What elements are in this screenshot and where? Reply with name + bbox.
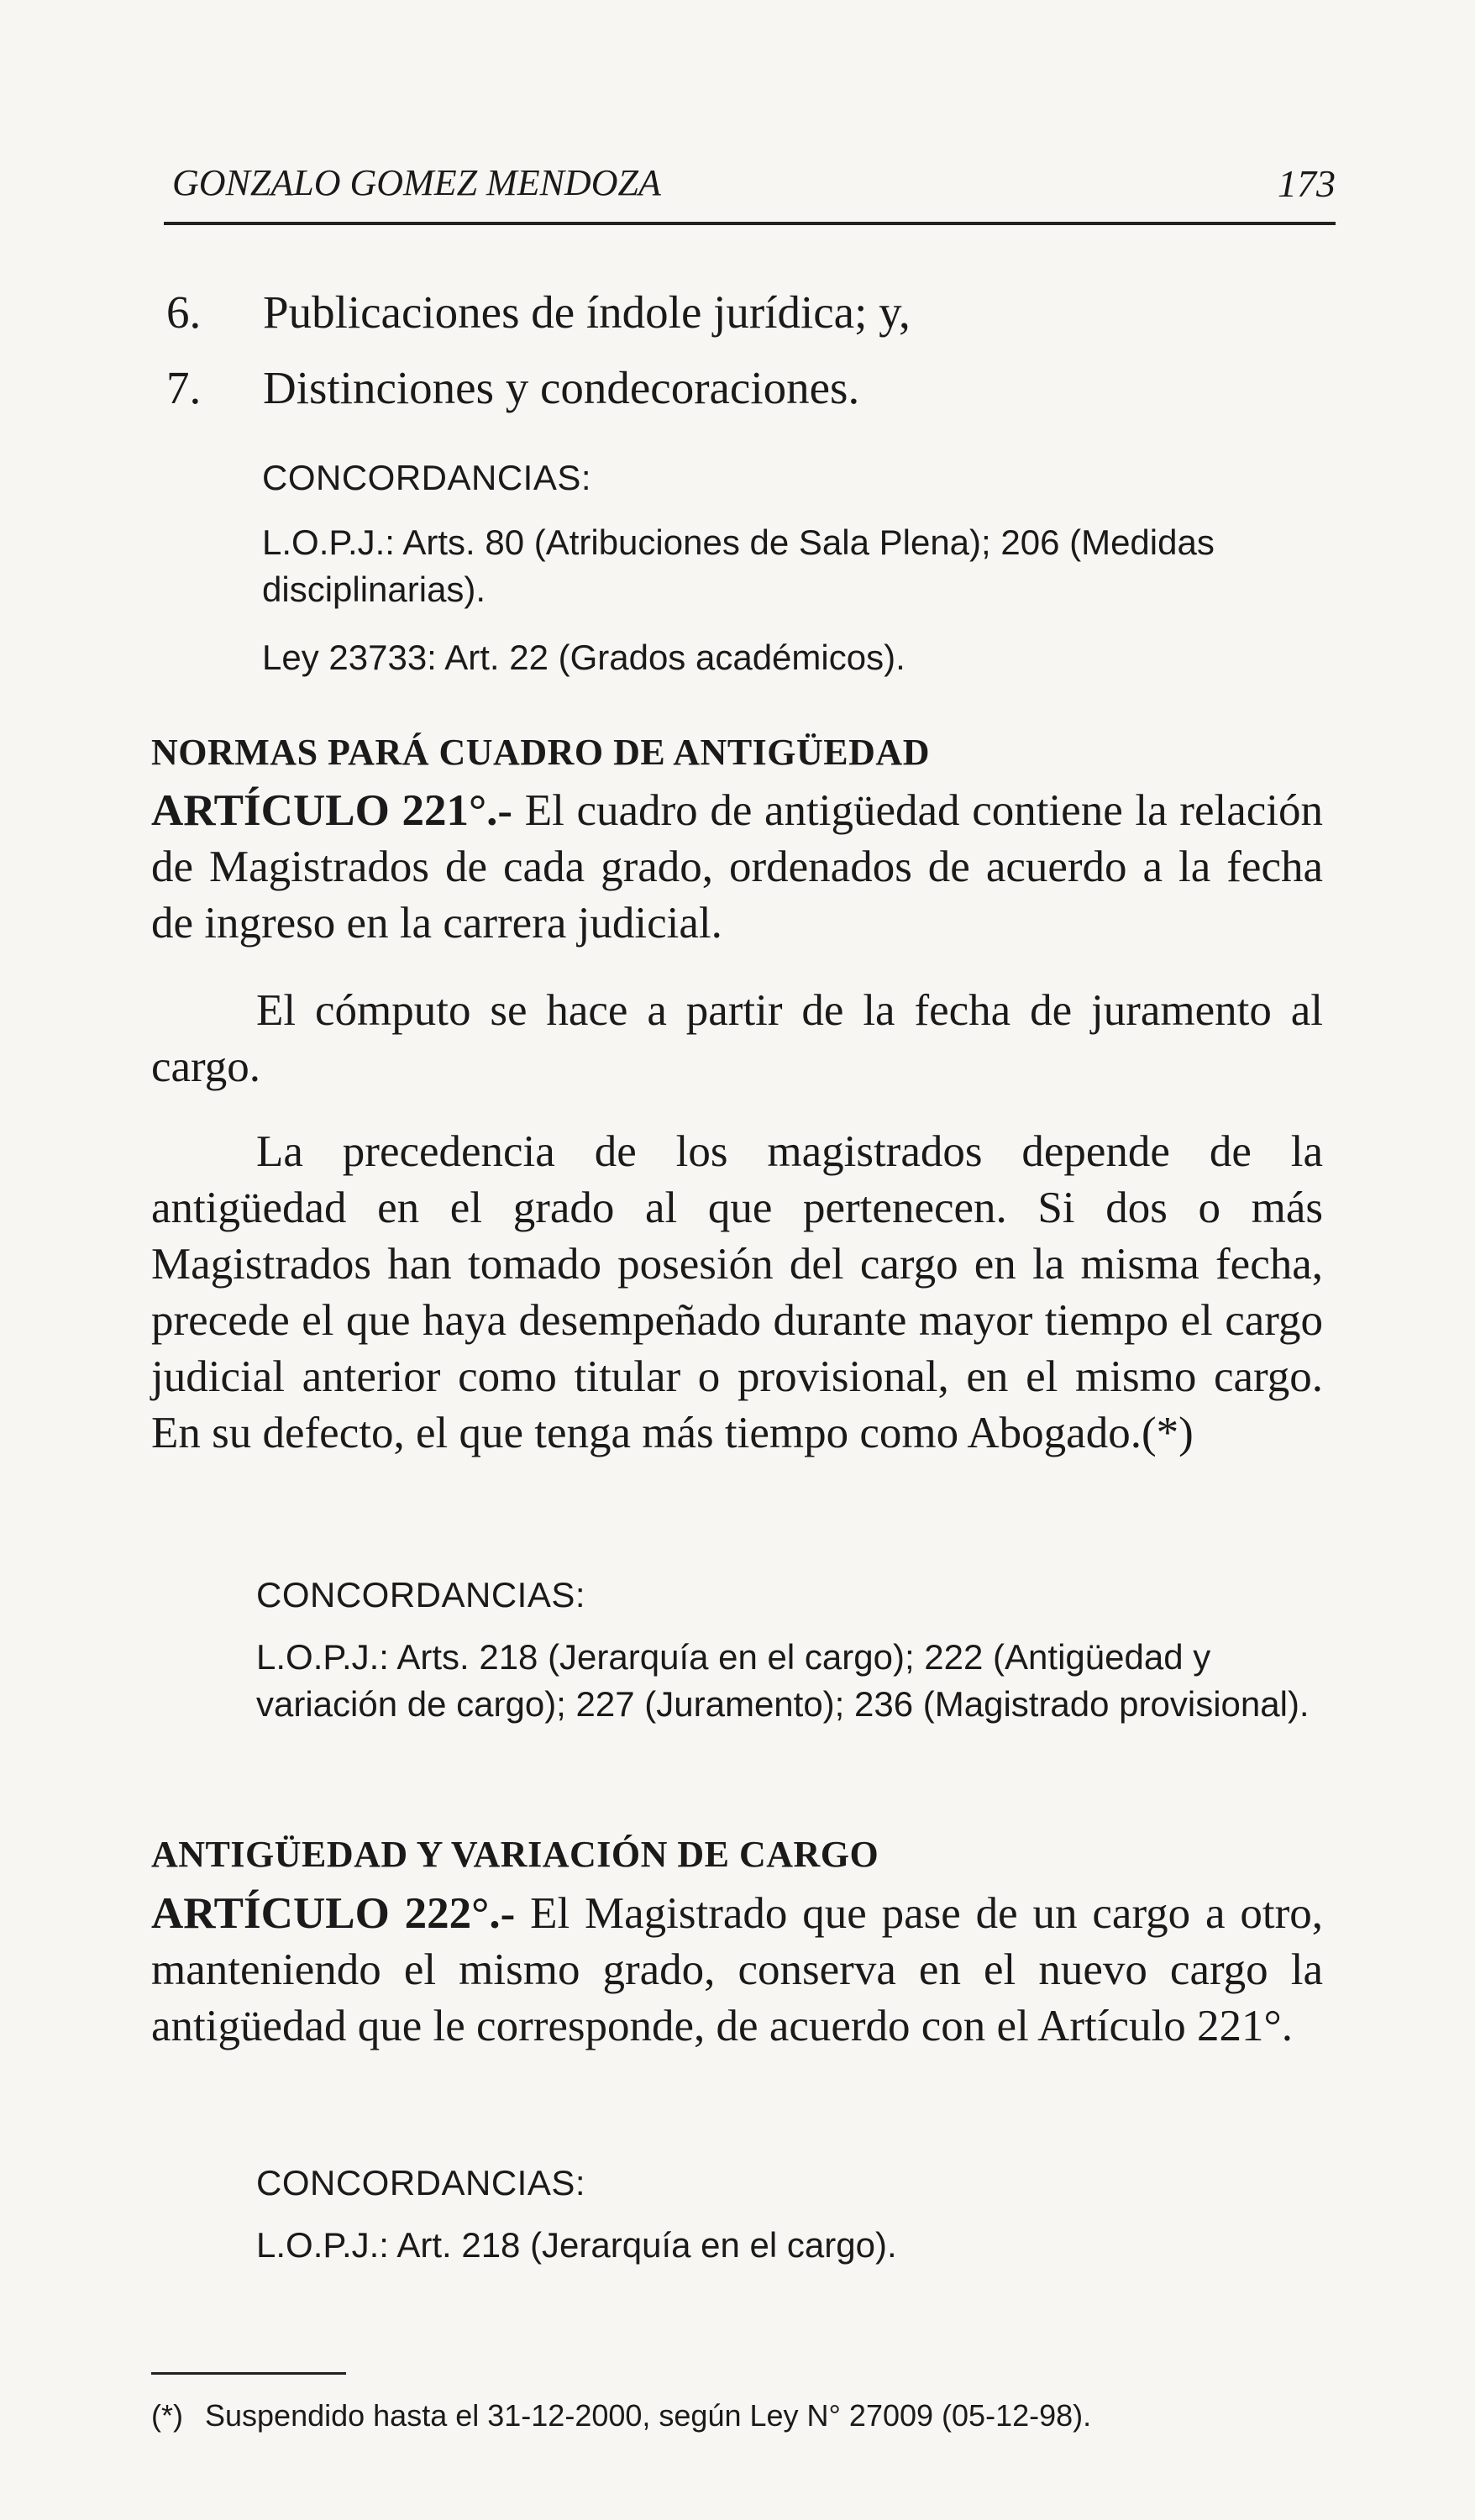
article-221-paragraph-3: La precedencia de los magistrados depende de la antigüedad en el grado al que pertenecen. Si dos o más Magistrados han tomado posesión del cargo en la misma fecha, precede el que haya desempeñado durante mayor tiempo el cargo judicial anterior como titular o provisional, en el mismo cargo. En su defecto, el que tenga más tiempo como Abogado.(*)	[151, 1127, 1323, 1457]
concordancias-label: CONCORDANCIAS:	[262, 458, 592, 497]
footnote-rule	[151, 2372, 346, 2375]
list-item	[166, 361, 1258, 420]
list-item	[166, 286, 1258, 344]
article-221-paragraph	[151, 783, 1323, 952]
list-item-text: Publicaciones de índole jurídica; y,	[263, 286, 911, 338]
article-221-paragraph-2: El cómputo se hace a partir de la fecha de juramento al cargo.	[151, 986, 1323, 1091]
footnote-text: Suspendido hasta el 31-12-2000, según Ley N° 27009 (05-12-98).	[205, 2398, 1092, 2433]
article-222-paragraph	[151, 1886, 1323, 2055]
footnote-mark: (*)	[151, 2398, 183, 2433]
list-item-text: Distinciones y condecoraciones.	[263, 362, 860, 413]
page-number: 173	[1278, 162, 1336, 205]
footnote	[151, 2398, 1091, 2433]
concordancias-label: CONCORDANCIAS:	[256, 2163, 586, 2202]
header-author: GONZALO GOMEZ MENDOZA	[172, 162, 661, 203]
article-text: El Magistrado que pase de un cargo a otro, manteniendo el mismo grado, conserva en el nuevo cargo la antigüedad que le corresponde, de acuerdo con el Artículo 221°.	[151, 1889, 1323, 2050]
article-text: El cuadro de antigüedad contiene la relación de Magistrados de cada grado, ordenados de acuerdo a la fecha de ingreso en la carrera judicial.	[151, 786, 1323, 948]
list-item-number: 6.	[166, 286, 202, 338]
section-heading: NORMAS PARÁ CUADRO DE ANTIGÜEDAD	[151, 732, 930, 773]
article-label: ARTÍCULO 222°.-	[151, 1889, 516, 1938]
list-item-number: 7.	[166, 362, 202, 413]
article-label: ARTÍCULO 221°.-	[151, 786, 513, 835]
concordancia-item: L.O.P.J.: Arts. 80 (Atribuciones de Sala Plena); 206 (Medidas disciplinarias).	[262, 522, 1215, 609]
concordancia-item: L.O.P.J.: Arts. 218 (Jerarquía en el cargo); 222 (Antigüedad y variación de cargo); 227 (Juramento); 236 (Magistrado provisional).	[256, 1637, 1310, 1724]
concordancia-item: Ley 23733: Art. 22 (Grados académicos).	[262, 638, 905, 677]
concordancias-label: CONCORDANCIAS:	[256, 1575, 586, 1614]
section-heading: ANTIGÜEDAD Y VARIACIÓN DE CARGO	[151, 1834, 879, 1875]
concordancia-item: L.O.P.J.: Art. 218 (Jerarquía en el cargo).	[256, 2225, 897, 2265]
running-header	[164, 161, 1336, 225]
